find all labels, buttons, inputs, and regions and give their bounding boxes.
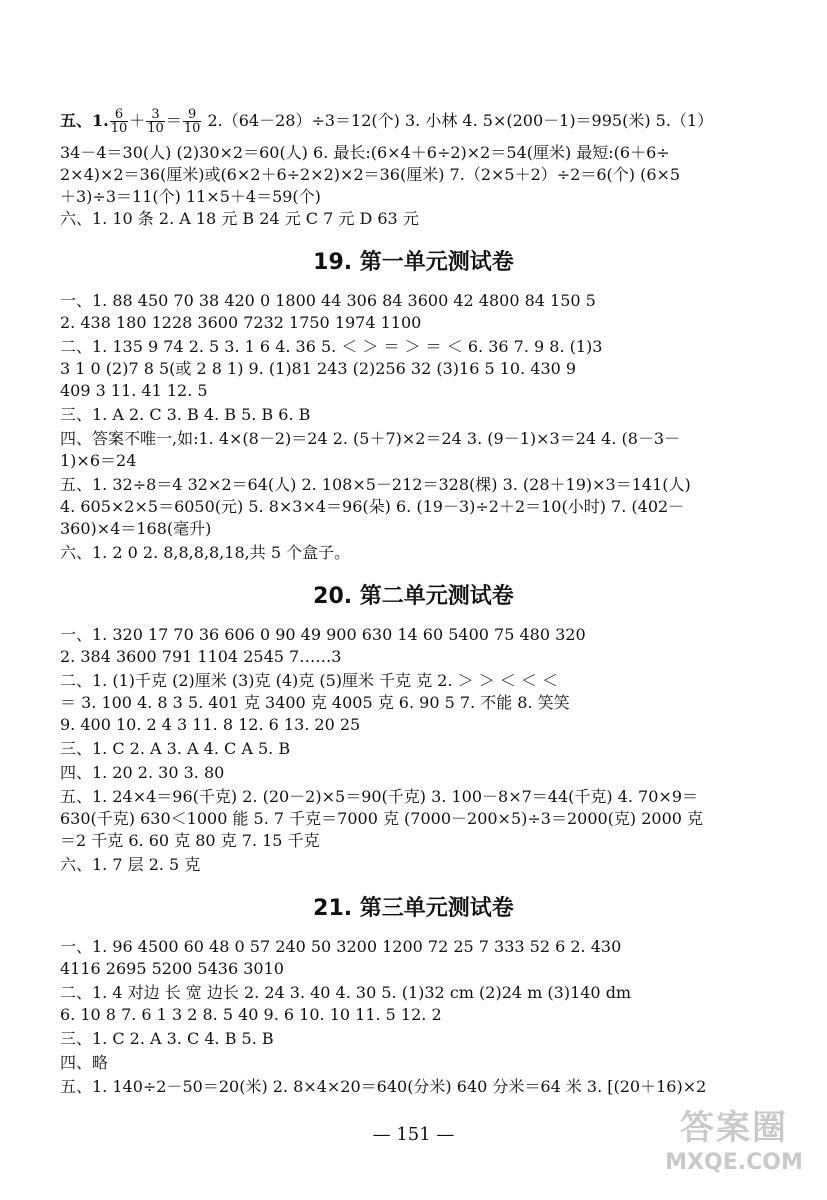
watermark-url: MXQE.COM <box>665 1150 803 1175</box>
answer-line-top-3: 2×4)×2＝36(厘米)或(6×2＋6÷2×2)×2＝36(厘米) 7.（2×5＋2）÷2＝6(个) (6×5 <box>60 165 681 184</box>
section-20-line: 一、1. 320 17 70 36 606 0 90 49 900 630 14 60 5400 75 480 320 <box>60 625 586 644</box>
section-19-line: 一、1. 88 450 70 38 420 0 1800 44 306 84 3600 42 4800 84 150 5 <box>60 291 596 310</box>
section-19-line: 二、1. 135 9 74 2. 5 3. 1 6 4. 36 5. ＜ ＞ ＝ ＞ ＝ ＜ 6. 36 7. 9 8. (1)3 <box>60 337 603 356</box>
fraction-6-10: $\frac{6}{10}$ <box>110 108 128 135</box>
section-21-line: 6. 10 8 7. 6 1 3 2 8. 5 40 9. 6 10. 10 11. 5 12. 2 <box>60 1005 442 1024</box>
section-19-line: 4. 605×2×5＝6050(元) 5. 8×3×4＝96(朵) 6. (19－3)÷2＋2＝10(小时) 7. (402－ <box>60 497 685 516</box>
section-20-line: 2. 384 3600 791 1104 2545 7……3 <box>60 647 342 666</box>
section-19-line: 409 3 11. 41 12. 5 <box>60 381 208 400</box>
section-20-line: 630(千克) 630＜1000 能 5. 7 千克＝7000 克 (7000－200×5)÷3＝2000(克) 2000 克 <box>60 809 704 828</box>
answer-line-top-1: 五、1. $\frac{6}{10}$ ＋ $\frac{3}{10}$ ＝ $\frac{9}{10}$ 2.（64－28）÷3＝12(个) 3. 小林 4. 5×(200－1)＝995(米) 5.（1） <box>60 108 714 135</box>
section-19-line: 四、答案不唯一,如:1. 4×(8－2)＝24 2. (5＋7)×2＝24 3. (9－1)×3＝24 4. (8－3－ <box>60 429 681 448</box>
section-21-line: 四、略 <box>60 1053 109 1072</box>
section-20-line: ＝2 千克 6. 60 克 80 克 7. 15 千克 <box>60 831 320 850</box>
section-title-19: 19. 第一单元测试卷 <box>313 250 514 275</box>
section-20-line: 四、1. 20 2. 30 3. 80 <box>60 763 225 782</box>
section-19-line: 3 1 0 (2)7 8 5(或 2 8 1) 9. (1)81 243 (2)256 32 (3)16 5 10. 430 9 <box>60 359 577 378</box>
watermark-logo <box>659 1106 809 1186</box>
section-20-line: 9. 400 10. 2 4 3 11. 8 12. 6 13. 20 25 <box>60 715 361 734</box>
section-19-line: 360)×4＝168(毫升) <box>60 519 212 538</box>
section-21-line: 4116 2695 5200 5436 3010 <box>60 959 284 978</box>
section-21-line: 一、1. 96 4500 60 48 0 57 240 50 3200 1200 72 25 7 333 52 6 2. 430 <box>60 937 622 956</box>
section-title-21: 21. 第三单元测试卷 <box>313 896 514 921</box>
page-number: — 151 — <box>372 1124 455 1145</box>
section-20-line: 五、1. 24×4＝96(千克) 2. (20－2)×5＝90(千克) 3. 100－8×7＝44(千克) 4. 70×9＝ <box>60 787 699 806</box>
section-19-line: 六、1. 2 0 2. 8,8,8,8,18,共 5 个盒子。 <box>60 543 351 562</box>
section-title-20: 20. 第二单元测试卷 <box>313 584 514 609</box>
fraction-9-10: $\frac{9}{10}$ <box>183 108 201 135</box>
fraction-3-10: $\frac{3}{10}$ <box>147 108 164 135</box>
section-21-line: 三、1. C 2. A 3. C 4. B 5. B <box>60 1029 274 1048</box>
answer-line-top-4: ＋3)÷3＝11(个) 11×5＋4＝59(个) <box>60 187 321 206</box>
section-19-line: 三、1. A 2. C 3. B 4. B 5. B 6. B <box>60 405 311 424</box>
section-21-line: 二、1. 4 对边 长 宽 边长 2. 24 3. 40 4. 30 5. (1)32 cm (2)24 m (3)140 dm <box>60 983 632 1002</box>
watermark-logo-text: 答案圈 <box>680 1108 788 1148</box>
section-20-line: 三、1. C 2. A 3. A 4. C A 5. B <box>60 739 291 758</box>
answer-line-top-2: 34－4＝30(人) (2)30×2＝60(人) 6. 最长:(6×4＋6÷2)×2＝54(厘米) 最短:(6＋6÷ <box>60 143 670 162</box>
section-19-line: 1)×6＝24 <box>60 451 137 470</box>
section-21-line: 五、1. 140÷2－50＝20(米) 2. 8×4×20＝640(分米) 640 分米＝64 米 3. [(20＋16)×2 <box>60 1077 707 1096</box>
answer-line-top-5: 六、1. 10 条 2. A 18 元 B 24 元 C 7 元 D 63 元 <box>60 209 419 228</box>
section-20-line: ＝ 3. 100 4. 8 3 5. 401 克 3400 克 4005 克 6. 90 5 7. 不能 8. 笑笑 <box>60 693 570 712</box>
section-20-line: 六、1. 7 层 2. 5 克 <box>60 855 201 874</box>
section-20-line: 二、1. (1)千克 (2)厘米 (3)克 (4)克 (5)厘米 千克 克 2. ＞ ＞ ＜ ＜ ＜ <box>60 671 558 690</box>
section-19-line: 五、1. 32÷8＝4 32×2＝64(人) 2. 108×5－212＝328(棵) 3. (28＋19)×3＝141(人) <box>60 475 691 494</box>
section-19-line: 2. 438 180 1228 3600 7232 1750 1974 1100 <box>60 313 422 332</box>
